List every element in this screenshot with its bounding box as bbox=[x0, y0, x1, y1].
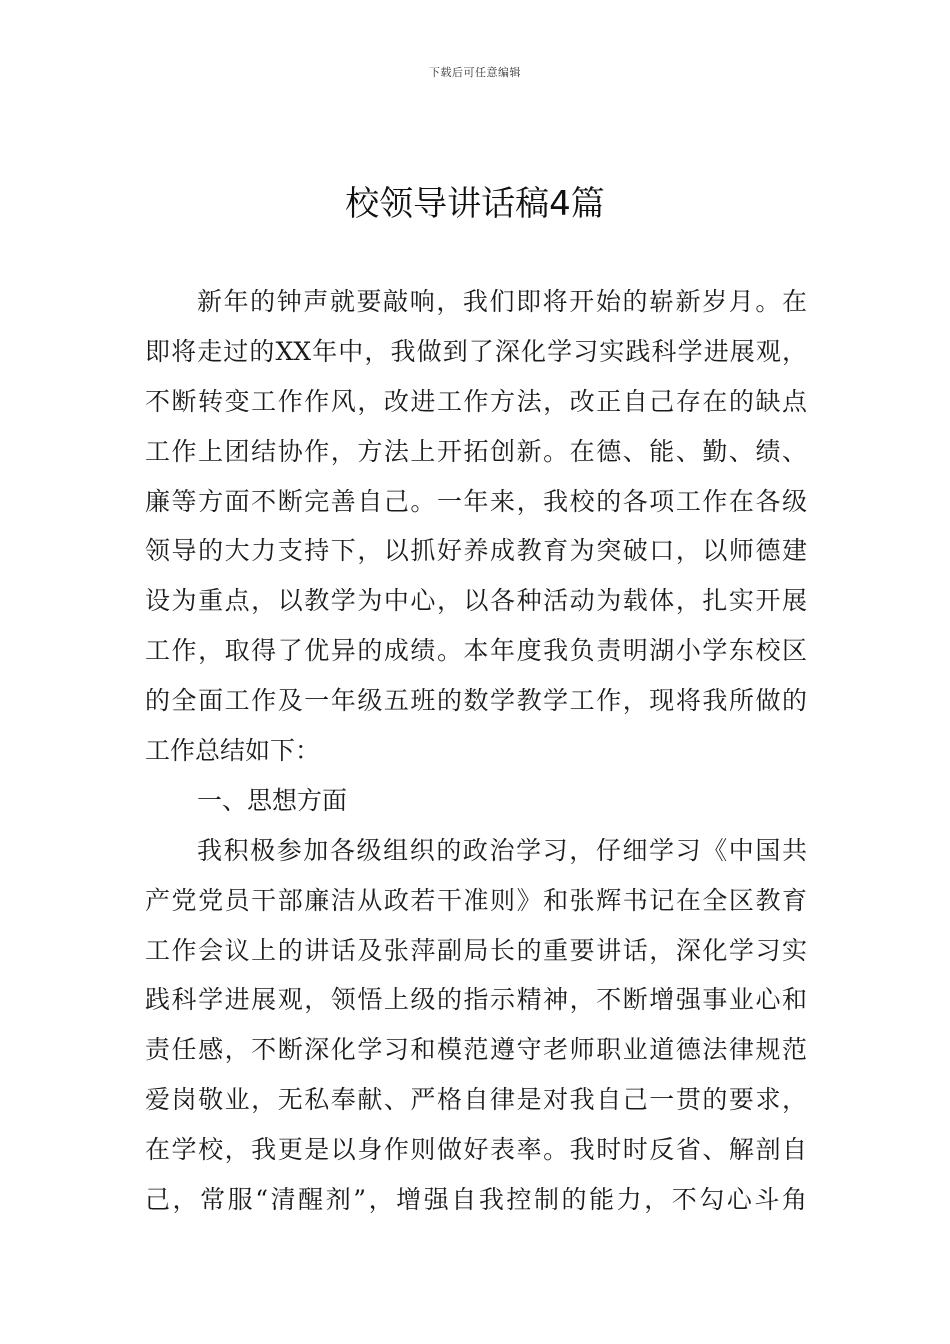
paragraph-line: 廉等方面不断完善自己。一年来，我校的各项工作在各级 bbox=[145, 486, 807, 516]
paragraph-line: 工作上团结协作，方法上开拓创新。在德、能、勤、绩、 bbox=[145, 436, 807, 466]
paragraph-line: 领导的大力支持下，以抓好养成教育为突破口，以师德建 bbox=[145, 536, 807, 566]
paragraph-line: 即将走过的XX年中，我做到了深化学习实践科学进展观， bbox=[145, 336, 807, 366]
paragraph-line: 工作，取得了优异的成绩。本年度我负责明湖小学东校区 bbox=[145, 636, 807, 666]
paragraph-line: 工作总结如下： bbox=[145, 736, 321, 766]
paragraph-line: 设为重点，以教学为中心，以各种活动为载体，扎实开展 bbox=[145, 586, 807, 616]
page-header-note: 下载后可任意编辑 bbox=[429, 66, 521, 79]
paragraph-line: 的全面工作及一年级五班的数学教学工作，现将我所做的 bbox=[145, 686, 807, 716]
paragraph-line: 工作会议上的讲话及张萍副局长的重要讲话，深化学习实 bbox=[145, 935, 807, 965]
paragraph-line: 不断转变工作作风，改进工作方法，改正自己存在的缺点 bbox=[145, 386, 807, 416]
section-heading: 一、思想方面 bbox=[197, 785, 348, 815]
document-title: 校领导讲话稿4篇 bbox=[345, 184, 605, 224]
paragraph-line: 我积极参加各级组织的政治学习，仔细学习《中国共 bbox=[197, 835, 807, 865]
paragraph-line: 己，常服“清醒剂”，增强自我控制的能力，不勾心斗角 bbox=[145, 1185, 807, 1215]
paragraph-line: 践科学进展观，领悟上级的指示精神，不断增强事业心和 bbox=[145, 985, 807, 1015]
document-body bbox=[145, 277, 807, 1225]
paragraph-line: 责任感，不断深化学习和模范遵守老师职业道德法律规范 bbox=[145, 1035, 807, 1065]
paragraph-line: 爱岗敬业，无私奉献、严格自律是对我自己一贯的要求， bbox=[145, 1085, 807, 1115]
paragraph-line: 产党党员干部廉洁从政若干准则》和张辉书记在全区教育 bbox=[145, 885, 807, 915]
paragraph-line: 在学校，我更是以身作则做好表率。我时时反省、解剖自 bbox=[145, 1135, 807, 1165]
paragraph-line: 新年的钟声就要敲响，我们即将开始的崭新岁月。在 bbox=[197, 287, 807, 316]
